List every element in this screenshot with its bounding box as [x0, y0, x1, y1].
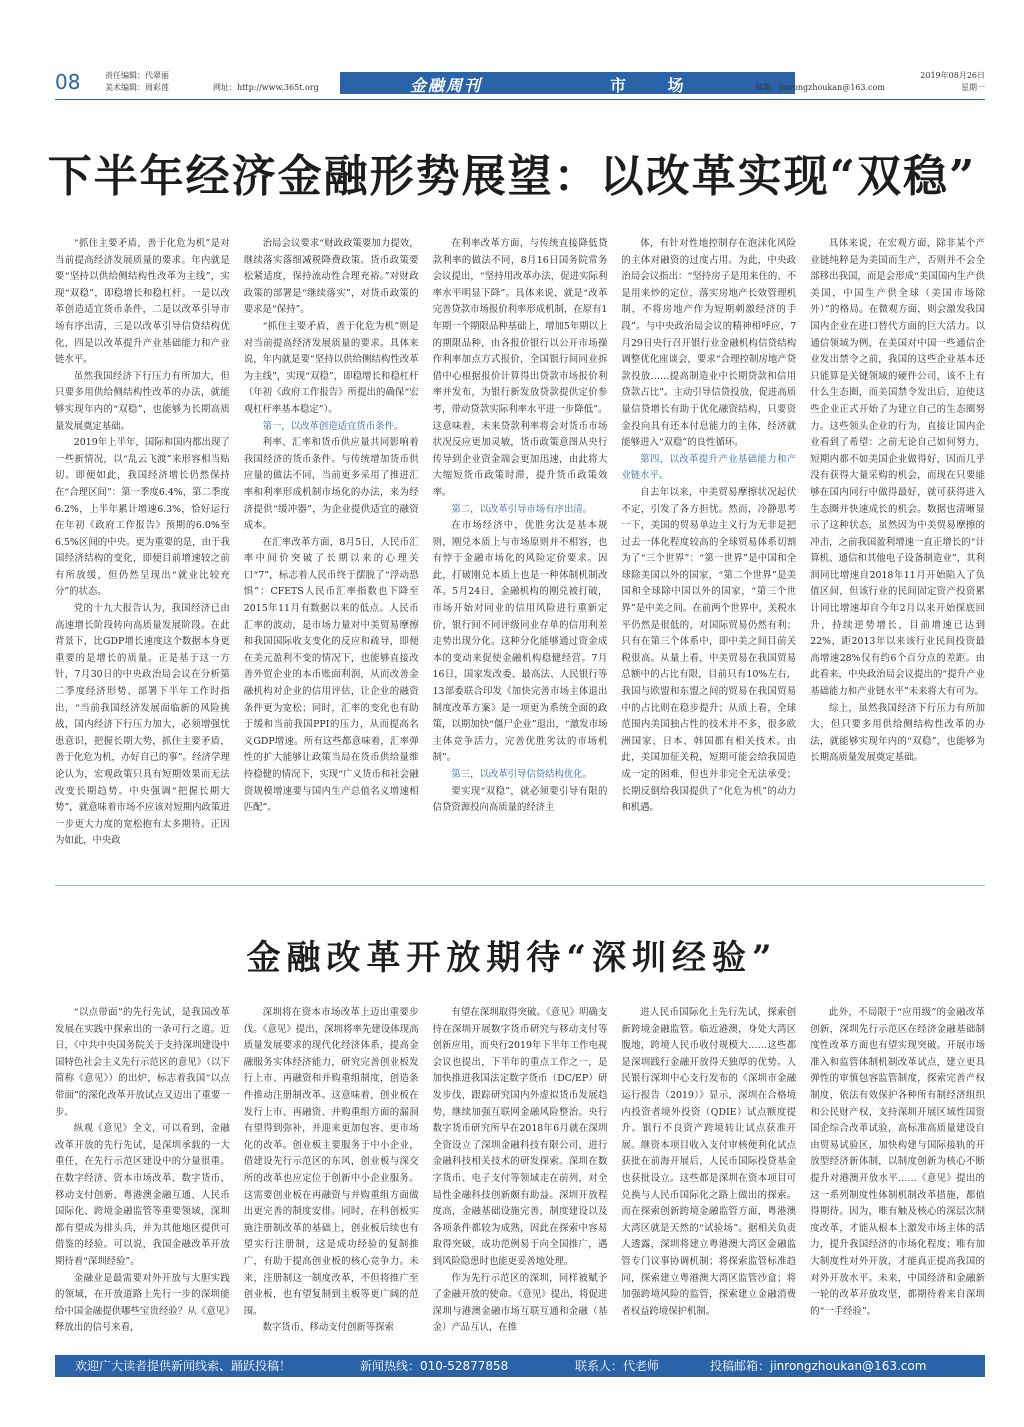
paragraph: 此外，不局限于“应用级”的金融改革创新，深圳先行示范区在经济金融基础制度性改革方面也有望实现突破。开展市场准入和监管体制机制改革试点，建立更具弹性的审慎包容监管制度，探索完善产权制度，依法有效保护各种所有制经济组织和公民财产权，支持深圳开展区域性国资国企综合改革试验，高标准高质量建设自由贸易试验区，加快构建与国际接轨的开放型经济新体制，以制度创新为核心不断提升对港澳开放水平……《意见》提出的这一系列制度性体制机制改革措施，都值得期待。因为，唯有触及核心的深层次制度改革，才能从根本上激发市场主体的活力，提升我国经济的市场化程度；唯有加大制度性对外开放，才能真正提高我国的对外开放水平。未来，中国经济和金融新一轮的改革开放攻坚，都期待着来自深圳的“一手经验”。: [810, 1007, 985, 1317]
editor-credits: [105, 70, 169, 94]
section-name: 市 场: [610, 76, 702, 95]
footer-welcome: 欢迎广大读者提供新闻线索、踊跃投稿！: [75, 1359, 292, 1373]
paragraph: 党的十九大报告认为，我国经济已由高速增长阶段转向高质量发展阶段。在此背景下，比GDP增长速度这个数据本身更重要的是增长的质量。正是基于这一方针，7月30日的中央政治局会议在分析第二季度经济形势、部署下半年工作时指出，“当前我国经济发展面临新的风险挑战，国内经济下行压力加大，必须增强忧患意识，把握长期大势，抓住主要矛盾，善于化危为机，办好自己的事”。经济学理论认为，宏观政策只具有短期效果而无法改变长期趋势。中央强调“把握长期大势”，就意味着市场不应该对短期内政策进一步更大力度的宽松抱有太多期待。正因为如此，中央政: [55, 603, 230, 847]
paragraph: 数字货币、移动支付创新等探索: [262, 1322, 394, 1334]
brand-logo: 金融周刊: [410, 76, 483, 95]
section-subheading: 第四，以改革提升产业基础能力和产业链水平。: [621, 453, 797, 482]
weekday-text: 星期一: [961, 83, 985, 92]
text-column: [55, 1005, 230, 1345]
article-1-title: 下半年经济金融形势展望：以改革实现“双稳”: [47, 151, 977, 202]
text-column: [810, 236, 985, 836]
paragraph: 进人民币国际化上先行先试，探索创新跨境金融监管。临近港澳，身处大湾区腹地，跨境人民币收付规模大……这些都是深圳践行金融开放得天独厚的优势。人民银行深圳中心支行发布的《深圳市金融运行报告（2019）》显示，深圳在合格境内投资者境外投资（QDIE）试点额度提升。银行不良资产跨境转让试点获准开展。继资本项目收入支付审核便利化试点获批在前海开展后，人民币国际投贷基金也获批设立。这些都是深圳在资本项目可兑换与人民币国际化之路上做出的探索。而在探索创新跨境金融监管方面，粤港澳大湾区就是天然的“试验场”。据相关负责人透露，深圳将建立粤港澳大湾区金融监管专门议事协调机制；将探索监管标准趋同，探索建立粤港澳大湾区监管沙盒；将加强跨境风险的监管，探索建立金融消费者权益跨境保护机制。: [621, 1007, 797, 1317]
section-subheading: 第三，以改革引导信贷结构优化。: [451, 769, 593, 780]
article-2-body: [55, 1005, 985, 1345]
paragraph: 具体来说，在宏观方面，除非某个产业链纯粹是为美国而生产，否则并不会全部移出我国，而是会形成“美国国内生产供美国，中国生产供全球（美国市场除外）”的格局。在微观方面，则会激发我国国内企业在进口替代方面的巨大活力。以通信领域为例，在美国对中国一些通信企业发出禁令之前，我国的这些企业基本还只能算是关键领域的硬件公司，该不上有什么生态圈，而美国禁令发出后，迫使这些企业正式开始了为建立自己的生态圈努力。这些领头企业的行为，直接让国内企业看到了希望：之前无论自己如何努力，短期内都不如美国企业做得好，因而几乎没有获得大量采购的机会，而现在只要能够在国内同行中做得最好，就可获得进入生态圈并快速成长的机会。数据也清晰显示了这种状态，虽然因为中美贸易摩擦的冲击，之前我国盈利增速一直正增长的“计算机、通信和其他电子设备制造业”，其利润同比增速自2018年11月开始陷入了负值区间，但该行业的民间固定资产投资累计同比增速却自今年2月以来开始探底回升，持续逆势增长，目前增速已达到22%，距2013年以来该行业民间投资最高增速28%仅有约6个百分点的差距。由此看来，中央政治局会议提出的“提升产业基础能力和产业链水平”未来将大有可为。: [810, 238, 985, 698]
paragraph: 2019年上半年，国际和国内都出现了一些新情况，以“乱云飞渡”来形容相当贴切。即便如此，我国经济增长仍然保持在“合理区间”：第一季度6.4%，第二季度6.2%，上半年累计增速6.3%，恰好运行在年初《政府工作报告》预期的6.0%至6.5%区间的中央。更为重要的是，由于我国经济结构的变化，即便目前增速较之前有所放缓，但仍然呈现出“就业比较充分”的状态。: [55, 437, 230, 598]
paragraph: 作为先行示范区的深圳，同样被赋予了金融开放的使命。《意见》提出，将促进深圳与港澳金融市场互联互通和金融（基金）产品互认，在推: [432, 1272, 608, 1334]
paragraph: 金融业是最需要对外开放与大胆实践的领域，在开放道路上先行一步的深圳能给中国金融提供哪些宝贵经验？从《意见》释放出的信号来看，: [55, 1272, 230, 1334]
date-text: 2019年08月26日: [920, 71, 985, 80]
issue-date: [920, 70, 985, 94]
article-2-title: 金融改革开放期待“深圳经验”: [246, 938, 778, 978]
paragraph: 纵观《意见》全文，可以看到，金融改革开放的先行先试，是深圳承载的一大重任，在先行示范区建设中的分量很重。在数字经济、资本市场改革、数字货币、移动支付创新、粤港澳金融互通、人民币国际化、跨境金融监管等重要领域，深圳都有望成为排头兵，并为其他地区提供可借鉴的经验。可以说，我国金融改革开放期待着“深圳经验”。: [55, 1123, 230, 1267]
paragraph: 在利率改革方面，与传统直接降低贷款利率的做法不同，8月16日国务院常务会议提出，“坚持用改革办法，促进实际利率水平明显下降”。具体来说，就是“改革完善贷款市场报价利率形成机制，在原有1年期一个期限品种基础上，增加5年期以上的期限品种，由各报价银行以公开市场操作利率加点方式报价，全国银行间同业拆借中心根据报价计算得出贷款市场报价利率并发布，为银行新发放贷款提供定价参考，带动贷款实际利率水平进一步降低”。这意味着，未来贷款利率将会对货币市场状况反应更加灵敏，货币政策意图从央行传导到企业资金端会更加迅速，由此将大大缩短货币政策时滞，提升货币政策效率。: [432, 238, 608, 498]
section-banner: [340, 72, 795, 94]
paragraph: 有望在深圳取得突破。《意见》明确支持在深圳开展数字货币研究与移动支付等创新应用，而央行2019年下半年工作电视会议也提出，下半年的重点工作之一，是加快推进我国法定数字货币（DC/EP）研发步伐，跟踪研究国内外虚拟货币发展趋势，继续加强互联网金融风险整治。央行数字货币研究所早在2018年6月就在深圳全资设立了深圳金融科技有限公司，进行金融科技相关技术的研发探索。深圳在数字货币、电子支付等领域走在前列，对全局性金融科技创新颇有助益。深圳开放程度高，金融基础设施完善，制度建设以及各项条件都较为成熟，因此在探索中容易取得突破，成功范例易于向全国推广，遇到风险隐患时也能更妥善地处理。: [432, 1007, 608, 1267]
paragraph: 要实现“双稳”，就必须要引导有限的信贷资源投向高质量的经济主: [432, 785, 608, 814]
text-column: [244, 1005, 419, 1345]
paragraph: 在市场经济中，优胜劣汰是基本规则，刚兑本质上与市场原则并不相容，也有悖于金融市场化的风险定价要求。因此，打破刚兑本质上也是一种体制机制改革。5月24日，金融机构的刚兑被打破，市场开始对同业的信用风险进行重新定价，银行间不同评级同业存单的信用利差走势出现分化。这种分化能够通过资金成本的变动来促使金融机构稳健经营。7月16日，国家发改委、最高法、人民银行等13部委联合印发《加快完善市场主体退出制度改革方案》是一项更为系统全面的政策，以期加快“僵尸企业”退出，“激发市场主体竞争活力，完善优胜劣汰的市场机制”。: [432, 520, 608, 764]
art-editor-name: 美术编辑：周彩莲: [105, 83, 169, 92]
header-email[interactable]: 邮箱：jinrongzhoukan@163.com: [755, 83, 885, 92]
section-subheading: 第一，以改革创造适宜货币条件。: [262, 420, 404, 432]
paragraph: 自去年以来，中美贸易摩擦状况起伏不定，引发了各方担忧。然而，冷静思考一下，美国的贸易单边主义行为无非是把过去一体化程度较高的全球贸易体系切割为了“三个世界”：“第一世界”是中国和全球除美国以外的国家，“第二个世界”是美国和全球除中国以外的国家，“第三个世界”是中美之间。在前两个世界中，关税水平仍然是很低的，对国际贸易仍然有利；只有在第三个体系中，即中美之间目前关税很高。从量上看，中美贸易在我国贸易总额中的占比有限，目前只有10%左右，我国与欧盟和东盟之间的贸易在我国贸易中的占比则在稳步提升；从质上看，全球范围内美国独占性的技术并不多，很多欧洲国家、日本、韩国都有相关技术。由此，美国加征关税，短期可能会给我国造成一定的困难，但也并非完全无法承受；长期反倒给我国提供了“化危为机”的动力和机遇。: [621, 486, 797, 814]
text-column: [244, 236, 419, 836]
footer-contact: 联系人：代老师: [575, 1359, 660, 1373]
text-column: [433, 1005, 608, 1345]
editor-name: 责任编辑：代翠丽: [105, 71, 169, 80]
footer-email[interactable]: 投稿邮箱：jinrongzhoukan@163.com: [710, 1359, 927, 1373]
paragraph: 深圳将在资本市场改革上迈出重要步伐。《意见》提出，深圳将率先建设体现高质量发展要求的现代化经济体系，提高金融服务实体经济能力，研究完善创业板发行上市、再融资和并购重组制度，创造条件推动注册制改革。这意味着，创业板在发行上市、再融资、并购重组方面的漏洞有望得到弥补，并迎来更加包容、更市场化的改革。创业板主要服务于中小企业，借建设先行示范区的东风，创业板与深交所的改革也应定位于创新中小企业服务。这需要创业板在再融资与并购重组方面做出更完善的制度安排。同时，在科创板实施注册制改革的基础上，创业板后续也有望实行注册制，这是成功经验的复制推广，有助于提高创业板的核心竞争力。未来，注册制这一制度改革，不但将推广至创业板，也有望复制到主板等更广阔的范围。: [243, 1007, 419, 1317]
paragraph: “抓住主要矛盾，善于化危为机”则是对当前提高经济发展质量的要求。具体来说，年内就是要“坚持以供给侧结构性改革为主线”，实现“双稳”，即稳增长和稳杠杆（年初《政府工作报告》所提出的确保“宏观杠杆率基本稳定”）。: [243, 320, 419, 415]
paragraph: 综上，虽然我国经济下行压力有所加大，但只要多用供给侧结构性改革的办法，就能够实现年内的“双稳”，也能够为长期高质量发展奠定基础。: [810, 702, 985, 764]
text-column: [810, 1005, 985, 1345]
paragraph: 虽然我国经济下行压力有所加大，但只要多用供给侧结构性改革的办法，就能够实现年内的“双稳”，也能够为长期高质量发展奠定基础。: [55, 370, 230, 432]
page-number: 08: [55, 70, 81, 94]
article-divider: [55, 885, 985, 886]
article-1-body: [55, 236, 985, 847]
paragraph: 治局会议要求“财政政策要加力提效，继续落实落细减税降费政策。货币政策要松紧适度，保持流动性合理充裕。”对财政政策的部署是“继续落实”，对货币政策的要求是“保持”。: [243, 238, 419, 316]
paragraph: 在汇率改革方面，8月5日，人民币汇率中间价突破了长期以来的心理关口“7”，标志着人民币终于摆脱了“浮动恐惧”：CFETS人民币汇率指数也下降至2015年11月有数据以来的低点。人民币汇率的波动，是市场力量对中美贸易摩擦和我国国际收支变化的反应和疏导，即便在美元盈利不变的情况下，也能够直接改善外贸企业的本币账面利润，从而改善金融机构对企业的信用评估，让企业的融资条件更为宽松；同时，汇率的变化也有助于缓和当前我国PPI的压力，从而提高名义GDP增速。所有这些都意味着，汇率弹性的扩大能够让政策当局在货币供给量维持稳健的情况下，实现“广义货币和社会融资规模增速要与国内生产总值名义增速相匹配”。: [243, 536, 419, 814]
header-rule: [55, 99, 985, 100]
paragraph: “抓住主要矛盾，善于化危为机”是对当前提高经济发展质量的要求。年内就是要“坚持以供给侧结构性改革为主线”，实现“双稳”，即稳增长和稳杠杆。一是以改革创造适宜货币条件，二是以改革引导市场有序出清，三是以改革引导信贷结构优化，四是以改革提升产业基础能力和产业链水平。: [55, 238, 230, 366]
page-header: [55, 68, 985, 100]
text-column: [621, 1005, 796, 1345]
paragraph: 利率、汇率和货币供应量共同影响着我国经济的货币条件。与传统增加货币供应量的做法不同，当前更多采用了推进汇率和利率形成机制市场化的办法，来为经济提供“缓冲器”，为企业提供适宜的融资成本。: [243, 437, 419, 532]
text-column: [55, 236, 230, 847]
website-url[interactable]: 网址：http://www.365t.org: [213, 83, 319, 92]
text-column: [621, 236, 796, 836]
paragraph: 体，有针对性地控制存在泡沫化风险的主体对融资的过度占用。为此，中央政治局会议指出：“坚持房子是用来住的、不是用来炒的定位，落实房地产长效管理机制，不将房地产作为短期刺激经济的手段”。与中央政治局会议的精神相呼应，7月29日央行召开银行业金融机构信贷结构调整优化座谈会，要求“合理控制房地产贷款投放……提高制造业中长期贷款和信用贷款占比”。主动引导信贷投放，促进高质量信贷增长有助于优化融资结构，只要资金投向具有还本付息能力的主体，经济就能够进入“双稳”的良性循环。: [621, 238, 797, 449]
text-column: [433, 236, 608, 836]
footer-hotline: 新闻热线：010-52877858: [360, 1359, 509, 1373]
section-subheading: 第二，以改革引导市场有序出清。: [451, 503, 593, 515]
footer-bar: [55, 1355, 985, 1377]
paragraph: “以点带面”的先行先试，是我国改革发展在实践中探索出的一条可行之道。近日，《中共中央国务院关于支持深圳建设中国特色社会主义先行示范区的意见》（以下简称《意见》）的出炉，标志着我国“以点带面”的深化改革开放试点又迈出了重要一步。: [55, 1007, 230, 1118]
